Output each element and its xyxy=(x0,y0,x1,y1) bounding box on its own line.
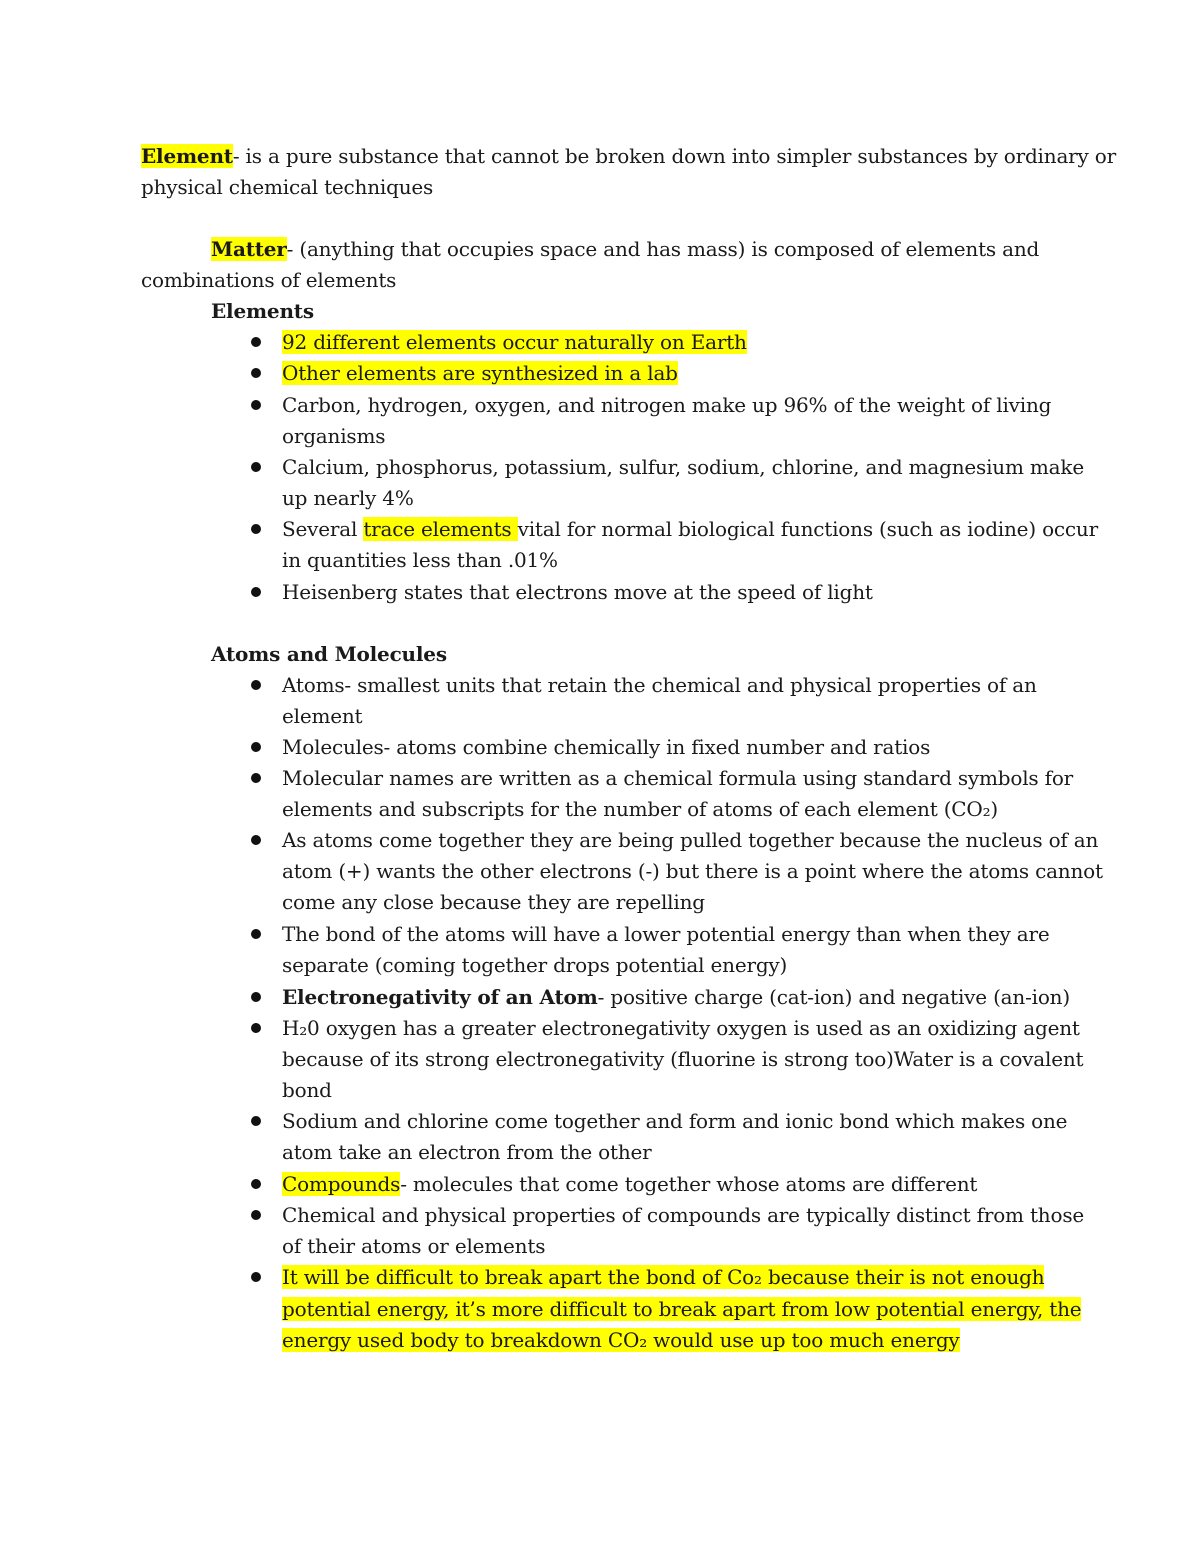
atoms-bullet-2: Molecules- atoms combine chemically in fixed number and ratios xyxy=(282,735,931,759)
bullet-icon xyxy=(251,773,261,783)
element-term: Element xyxy=(141,144,233,168)
bullet-icon xyxy=(251,337,261,347)
elements-bullet-2: Other elements are synthesized in a lab xyxy=(282,361,678,385)
bullet-icon xyxy=(251,992,261,1002)
compounds-term: Compounds xyxy=(282,1172,401,1196)
bullet-icon xyxy=(251,1210,261,1220)
atoms-molecules-heading: Atoms and Molecules xyxy=(211,642,447,666)
trace-elements-highlight: trace elements xyxy=(363,517,518,541)
matter-definition-text: - (anything that occupies space and has mass) is composed of elements and xyxy=(286,237,1040,261)
atoms-bullet-7-line-3: bond xyxy=(282,1078,332,1102)
atoms-bullet-6: Electronegativity of an Atom- positive charge (cat-ion) and negative (an-ion) xyxy=(282,985,1070,1009)
atoms-bullet-4-line-1: As atoms come together they are being pulled together because the nucleus of an xyxy=(282,828,1099,852)
elements-bullet-5-line-1: Several trace elements vital for normal biological functions (such as iodine) occur xyxy=(282,517,1098,541)
bullet-icon xyxy=(251,835,261,845)
elements-bullet-6: Heisenberg states that electrons move at the speed of light xyxy=(282,580,873,604)
atoms-bullet-11-line-2: potential energy, it’s more difficult to break apart from low potential energy, the xyxy=(282,1297,1082,1321)
elements-bullet-4-line-1: Calcium, phosphorus, potassium, sulfur, sodium, chlorine, and magnesium make xyxy=(282,455,1084,479)
atoms-bullet-9: Compounds- molecules that come together whose atoms are different xyxy=(282,1172,978,1196)
atoms-bullet-8-line-1: Sodium and chlorine come together and form and ionic bond which makes one xyxy=(282,1109,1068,1133)
elements-bullet-3-line-2: organisms xyxy=(282,424,386,448)
atoms-bullet-4-line-3: come any close because they are repelling xyxy=(282,890,705,914)
elements-bullet-3-line-1: Carbon, hydrogen, oxygen, and nitrogen make up 96% of the weight of living xyxy=(282,393,1052,417)
elements-bullet-4-line-2: up nearly 4% xyxy=(282,486,414,510)
atoms-bullet-7-line-2: because of its strong electronegativity (fluorine is strong too)Water is a covalent xyxy=(282,1047,1084,1071)
matter-term: Matter xyxy=(211,237,287,261)
bullet-icon xyxy=(251,1179,261,1189)
atoms-bullet-5-line-1: The bond of the atoms will have a lower potential energy than when they are xyxy=(282,922,1050,946)
elements-bullet-1: 92 different elements occur naturally on Earth xyxy=(282,330,747,354)
electronegativity-term: Electronegativity of an Atom xyxy=(282,985,598,1009)
bullet-icon xyxy=(251,400,261,410)
atoms-bullet-10-line-1: Chemical and physical properties of compounds are typically distinct from those xyxy=(282,1203,1085,1227)
element-definition-line-1 xyxy=(141,143,1116,169)
atoms-bullet-8-line-2: atom take an electron from the other xyxy=(282,1140,652,1164)
bullet-icon xyxy=(251,742,261,752)
atoms-bullet-5-line-2: separate (coming together drops potential energy) xyxy=(282,953,788,977)
atoms-bullet-3-line-2: elements and subscripts for the number of atoms of each element (CO₂) xyxy=(282,797,999,821)
atoms-bullet-7-line-1: H₂0 oxygen has a greater electronegativity oxygen is used as an oxidizing agent xyxy=(282,1016,1080,1040)
bullet-icon xyxy=(251,368,261,378)
bullet-icon xyxy=(251,1023,261,1033)
bullet-icon xyxy=(251,680,261,690)
element-definition-text: - is a pure substance that cannot be broken down into simpler substances by ordinary or xyxy=(232,144,1116,168)
bullet-icon xyxy=(251,524,261,534)
atoms-bullet-10-line-2: of their atoms or elements xyxy=(282,1234,546,1258)
matter-definition-line-2: combinations of elements xyxy=(141,268,397,292)
elements-heading: Elements xyxy=(211,299,314,323)
atoms-bullet-11-line-3: energy used body to breakdown CO₂ would use up too much energy xyxy=(282,1328,960,1352)
bullet-icon xyxy=(251,587,261,597)
bullet-icon xyxy=(251,1272,261,1282)
bullet-icon xyxy=(251,462,261,472)
atoms-bullet-1-line-1: Atoms- smallest units that retain the chemical and physical properties of an xyxy=(282,673,1037,697)
bullet-icon xyxy=(251,929,261,939)
atoms-bullet-1-line-2: element xyxy=(282,704,363,728)
atoms-bullet-3-line-1: Molecular names are written as a chemical formula using standard symbols for xyxy=(282,766,1074,790)
atoms-bullet-4-line-2: atom (+) wants the other electrons (-) but there is a point where the atoms cannot xyxy=(282,859,1103,883)
atoms-bullet-11-line-1: It will be difficult to break apart the bond of Co₂ because their is not enough xyxy=(282,1265,1045,1289)
elements-bullet-5-line-2: in quantities less than .01% xyxy=(282,548,558,572)
element-definition-line-2: physical chemical techniques xyxy=(141,175,434,199)
bullet-icon xyxy=(251,1116,261,1126)
matter-definition-line-1 xyxy=(211,236,1039,262)
